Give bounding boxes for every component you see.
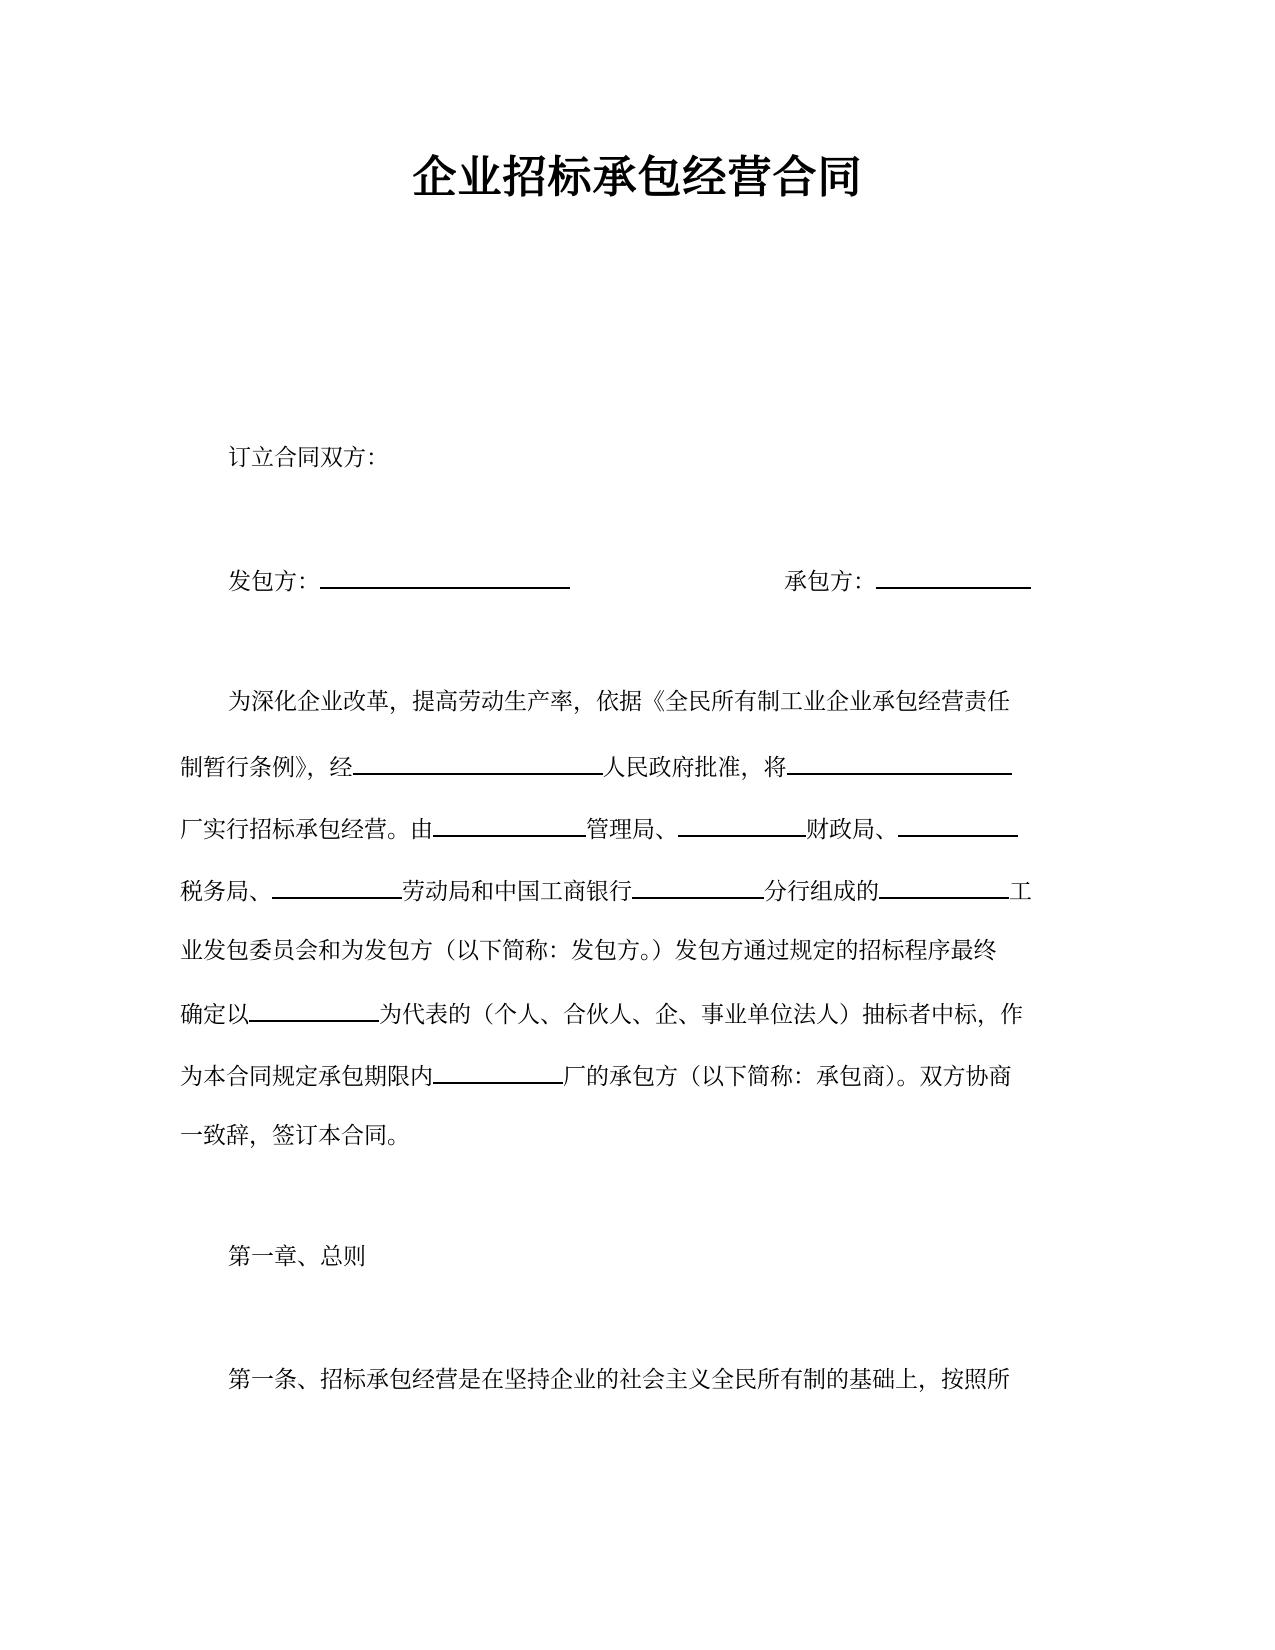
committee-blank xyxy=(879,873,1009,899)
government-blank xyxy=(353,749,603,775)
tax-blank xyxy=(898,811,1018,837)
bank-branch-blank xyxy=(632,873,764,899)
bureau-blank xyxy=(433,811,586,837)
representative-blank xyxy=(249,996,379,1022)
intro-line-1: 为深化企业改革，提高劳动生产率，依据《全民所有制工业企业承包经营责任 xyxy=(228,689,1010,715)
employer-blank xyxy=(320,563,570,589)
parties-heading: 订立合同双方： xyxy=(228,445,389,471)
article-1: 第一条、招标承包经营是在坚持企业的社会主义全民所有制的基础上，按照所 xyxy=(228,1367,1010,1393)
intro-line-3: 厂实行招标承包经营。由 管理局、 财政局、 xyxy=(180,811,1050,846)
intro-line-8: 一致辞，签订本合同。 xyxy=(180,1123,410,1149)
intro-line-4: 税务局、 劳动局和中国工商银行 分行组成的 工 xyxy=(180,873,1050,908)
intro-line-6: 确定以 为代表的（个人、合伙人、企、事业单位法人）抽标者中标，作 xyxy=(180,996,1050,1031)
document-title: 企业招标承包经营合同 xyxy=(412,152,863,203)
labor-blank xyxy=(272,873,402,899)
contractor-field xyxy=(784,563,1031,598)
factory-blank xyxy=(787,749,1012,775)
intro-line-5: 业发包委员会和为发包方（以下简称：发包方。）发包方通过规定的招标程序最终 xyxy=(180,938,997,964)
contract-factory-blank xyxy=(433,1058,563,1084)
contractor-blank xyxy=(876,563,1031,589)
employer-field xyxy=(228,563,570,598)
finance-blank xyxy=(678,811,806,837)
intro-line-7: 为本合同规定承包期限内 厂的承包方（以下简称：承包商）。双方协商 xyxy=(180,1058,1050,1093)
chapter-heading: 第一章、总则 xyxy=(228,1244,366,1270)
employer-label: 发包方： xyxy=(228,569,320,595)
contractor-label: 承包方： xyxy=(784,569,876,595)
intro-line-2: 制暂行条例》，经 人民政府批准，将 xyxy=(180,749,1050,784)
